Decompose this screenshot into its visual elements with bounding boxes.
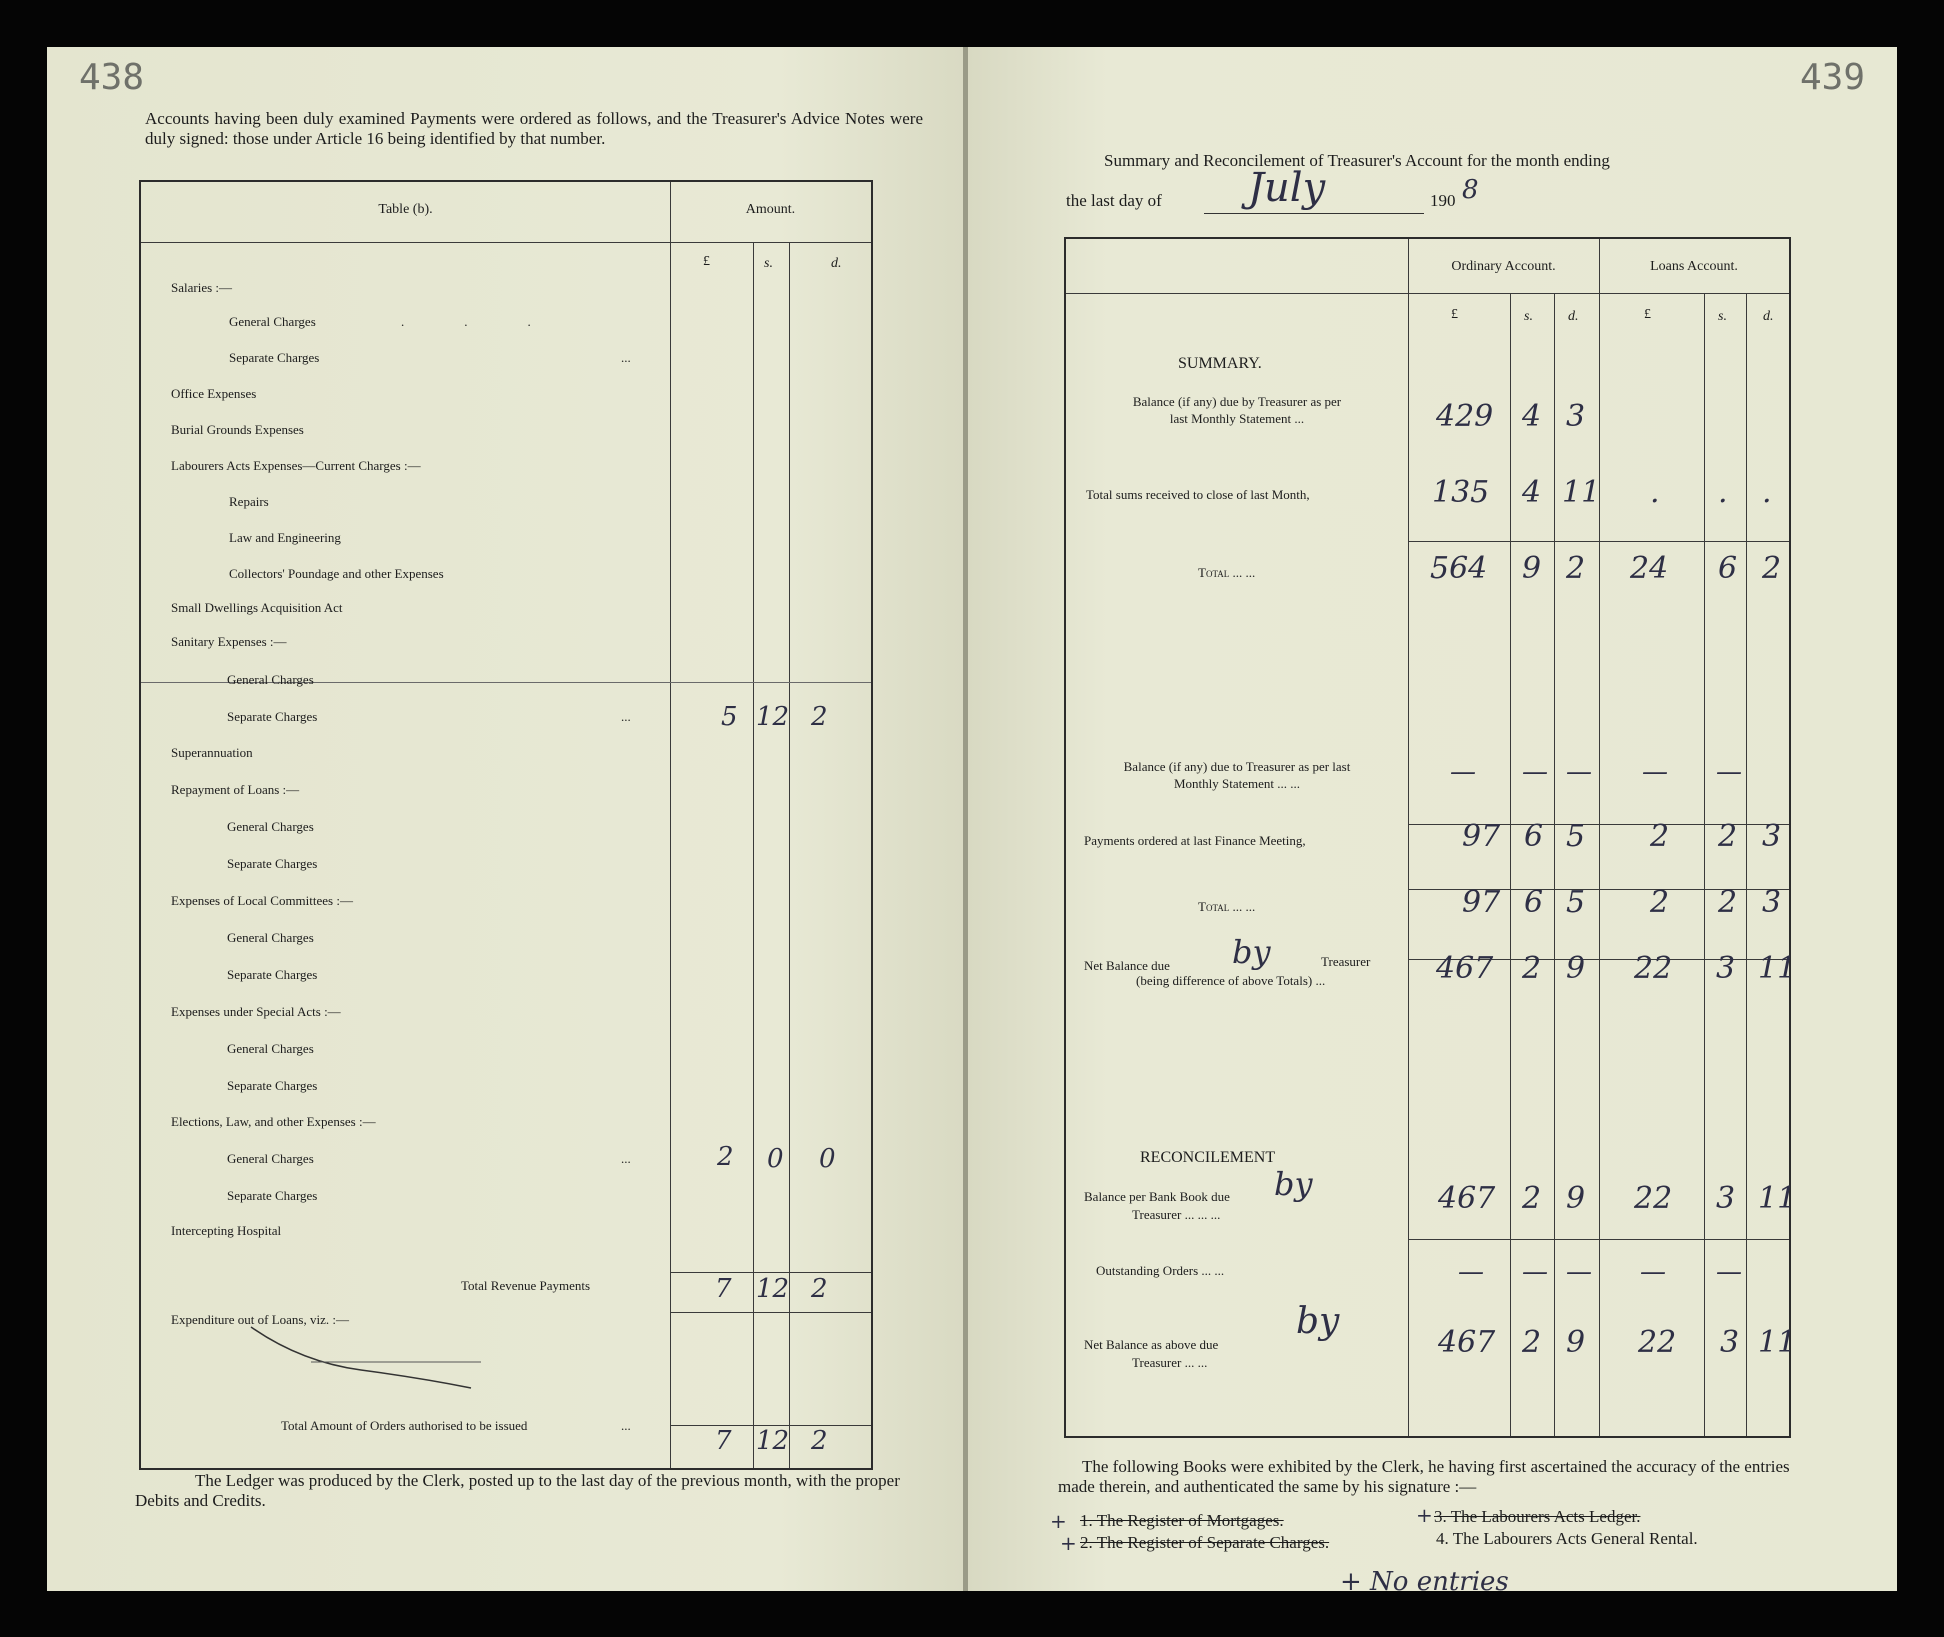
val-payments-loan-shillings: 2	[1718, 819, 1738, 854]
pound-heading: £	[703, 254, 710, 269]
val-due-to-pence: —	[1566, 757, 1592, 787]
val-net-loan-shillings: 3	[1716, 951, 1736, 986]
summary-heading: SUMMARY.	[1178, 355, 1262, 372]
loans-pound-heading: £	[1644, 307, 1651, 322]
val-outstanding-loan-pounds: —	[1640, 1257, 1666, 1287]
val-bank-pounds: 467	[1438, 1181, 1496, 1216]
total-received-label: Total sums received to close of last Month,	[1086, 487, 1310, 502]
net-above-label-1: Net Balance as above due	[1084, 1337, 1219, 1352]
book-1: 1. The Register of Mortgages.	[1080, 1511, 1284, 1530]
val-net-above-loan-pounds: 22	[1638, 1325, 1677, 1360]
row-law: Law and Engineering	[229, 530, 341, 545]
val-payments-loan-pence: 3	[1762, 819, 1782, 854]
row-repairs: Repairs	[229, 494, 269, 509]
val-outstanding-shillings: —	[1522, 1257, 1548, 1287]
loans-pence-heading: d.	[1763, 309, 1774, 324]
row-total-revenue: Total Revenue Payments	[461, 1278, 591, 1293]
val-total2-shillings: 6	[1524, 885, 1544, 920]
net-balance-by: by	[1232, 933, 1271, 971]
val-total1-pence: 2	[1566, 551, 1586, 586]
entry-elections-pounds: 2	[717, 1142, 734, 1172]
row-elections-general: General Charges	[227, 1151, 314, 1166]
val-payments-shillings: 6	[1524, 819, 1544, 854]
val-net-above-loan-shillings: 3	[1720, 1325, 1740, 1360]
row-sanitary-general: General Charges	[227, 672, 314, 687]
row-elections: Elections, Law, and other Expenses :—	[171, 1114, 376, 1129]
total2-label: Total ... ...	[1198, 899, 1256, 914]
val-net-above-loan-pence: 11	[1758, 1325, 1797, 1360]
bank-by: by	[1274, 1165, 1313, 1203]
entry-total-revenue-pence: 2	[811, 1274, 828, 1304]
pence-heading: d.	[831, 256, 842, 271]
balance-due-to-line1: Balance (if any) due to Treasurer as per last	[1123, 759, 1351, 774]
val-payments-loan-pounds: 2	[1650, 819, 1670, 854]
ordinary-shilling-heading: s.	[1524, 309, 1533, 324]
leader-dots: ...	[621, 1151, 631, 1166]
ordinary-account-heading: Ordinary Account.	[1451, 259, 1556, 274]
net-balance-label-a: Net Balance due	[1084, 958, 1170, 973]
row-total-orders: Total Amount of Orders authorised to be issued	[281, 1418, 528, 1433]
row-local-committees: Expenses of Local Committees :—	[171, 893, 353, 908]
bank-label-1: Balance per Bank Book due	[1084, 1189, 1230, 1204]
entry-total-orders-pounds: 7	[715, 1426, 732, 1456]
val-balance-due-by-shillings: 4	[1522, 399, 1542, 434]
val-received-loan-pence: .	[1762, 475, 1772, 510]
row-small-dwellings: Small Dwellings Acquisition Act	[171, 600, 343, 615]
val-total1-loan-pence: 2	[1762, 551, 1782, 586]
entry-sanitary-pounds: 5	[721, 702, 738, 732]
val-due-to-loan-pounds: —	[1642, 757, 1668, 787]
row-local-separate: Separate Charges	[227, 967, 318, 982]
summary-title: Summary and Reconcilement of Treasurer's Account for the month ending	[1104, 151, 1610, 170]
val-due-to-pounds: —	[1450, 757, 1476, 787]
year-prefix: 190	[1430, 191, 1456, 210]
row-superannuation: Superannuation	[171, 745, 253, 760]
val-payments-pence: 5	[1566, 819, 1586, 854]
mark-1: +	[1050, 1509, 1067, 1533]
val-total1-loan-shillings: 6	[1718, 551, 1738, 586]
row-burial: Burial Grounds Expenses	[171, 422, 304, 437]
val-total2-loan-shillings: 2	[1718, 885, 1738, 920]
net-balance-label-2: (being difference of above Totals) ...	[1136, 973, 1326, 988]
balance-due-by-line2: last Monthly Statement ...	[1169, 411, 1305, 426]
val-bank-loan-pence: 11	[1758, 1181, 1797, 1216]
entry-total-orders-pence: 2	[811, 1426, 828, 1456]
val-net-pence: 9	[1566, 951, 1586, 986]
leader-dots: ...	[621, 1418, 631, 1433]
val-received-shillings: 4	[1522, 475, 1542, 510]
book-3: 3. The Labourers Acts Ledger.	[1434, 1507, 1641, 1526]
val-balance-due-by-pounds: 429	[1436, 399, 1494, 434]
val-total2-pence: 5	[1566, 885, 1586, 920]
net-above-label-2: Treasurer ... ...	[1132, 1355, 1208, 1370]
books-note: The following Books were exhibited by the Clerk, he having first ascertained the accuracy of the entries made therein, and authenticated the same by his signature :—	[1058, 1457, 1790, 1496]
outstanding-label: Outstanding Orders ... ...	[1096, 1263, 1225, 1278]
row-salaries: Salaries :—	[171, 280, 233, 295]
val-due-to-shillings: —	[1522, 757, 1548, 787]
ledger-note: The Ledger was produced by the Clerk, posted up to the last day of the previous month, with the proper Debits and Credits.	[135, 1471, 900, 1510]
intro-text: Accounts having been duly examined Payments were ordered as follows, and the Treasurer's Advice Notes were duly signed: those under Article 16 being identified by that number.	[145, 109, 923, 148]
val-received-pounds: 135	[1432, 475, 1490, 510]
entry-total-revenue-pounds: 7	[715, 1274, 732, 1304]
val-net-above-pence: 9	[1566, 1325, 1586, 1360]
book-4: 4. The Labourers Acts General Rental.	[1436, 1529, 1698, 1548]
entry-elections-pence: 0	[819, 1144, 836, 1174]
leader-dots: ...	[401, 314, 591, 329]
val-net-above-shillings: 2	[1522, 1325, 1542, 1360]
row-salaries-general: General Charges	[229, 314, 316, 329]
entry-elections-shillings: 0	[767, 1144, 784, 1174]
row-special-acts: Expenses under Special Acts :—	[171, 1004, 341, 1019]
loans-account-heading: Loans Account.	[1650, 259, 1738, 274]
row-special-general: General Charges	[227, 1041, 314, 1056]
left-page	[47, 47, 963, 1591]
val-net-above-pounds: 467	[1438, 1325, 1496, 1360]
val-bank-pence: 9	[1566, 1181, 1586, 1216]
row-office: Office Expenses	[171, 386, 257, 401]
pen-stroke	[241, 1322, 481, 1392]
row-salaries-separate: Separate Charges	[229, 350, 320, 365]
payments-table	[139, 180, 873, 1470]
payments-label: Payments ordered at last Finance Meeting,	[1084, 833, 1306, 848]
row-labourers: Labourers Acts Expenses—Current Charges :—	[171, 458, 421, 473]
page-number-right: 439	[1799, 57, 1865, 98]
ordinary-pence-heading: d.	[1568, 309, 1579, 324]
leader-dots: ...	[621, 709, 631, 724]
summary-table	[1064, 237, 1797, 1438]
val-balance-due-by-pence: 3	[1566, 399, 1586, 434]
no-entries-note: + No entries	[1340, 1567, 1509, 1591]
entry-sanitary-pence: 2	[811, 702, 828, 732]
row-sanitary: Sanitary Expenses :—	[171, 634, 287, 649]
year-suffix: 8	[1462, 175, 1479, 205]
val-payments-pounds: 97	[1462, 819, 1501, 854]
val-outstanding-pounds: —	[1458, 1257, 1484, 1287]
val-received-loan-pounds: .	[1650, 475, 1660, 510]
val-bank-loan-pounds: 22	[1634, 1181, 1673, 1216]
row-special-separate: Separate Charges	[227, 1078, 318, 1093]
val-net-shillings: 2	[1522, 951, 1542, 986]
date-prefix: the last day of	[1066, 191, 1162, 210]
row-repayment-separate: Separate Charges	[227, 856, 318, 871]
net-balance-label-b: Treasurer	[1321, 954, 1371, 969]
right-page	[968, 47, 1897, 1591]
month-entry: July	[1248, 165, 1326, 211]
val-bank-loan-shillings: 3	[1716, 1181, 1736, 1216]
val-outstanding-loan-shillings: —	[1716, 1257, 1742, 1287]
val-received-pence: 11	[1562, 475, 1601, 510]
val-bank-shillings: 2	[1522, 1181, 1542, 1216]
row-repayment-general: General Charges	[227, 819, 314, 834]
loans-shilling-heading: s.	[1718, 309, 1727, 324]
row-repayment: Repayment of Loans :—	[171, 782, 300, 797]
row-sanitary-separate: Separate Charges	[227, 709, 318, 724]
val-total1-pounds: 564	[1430, 551, 1488, 586]
leader-dots: ...	[621, 350, 631, 365]
row-elections-separate: Separate Charges	[227, 1188, 318, 1203]
entry-total-orders-shillings: 12	[756, 1426, 790, 1456]
net-above-by: by	[1296, 1301, 1340, 1342]
val-net-pounds: 467	[1436, 951, 1494, 986]
val-total1-loan-pounds: 24	[1630, 551, 1669, 586]
row-loans-expenditure: Expenditure out of Loans, viz. :—	[171, 1312, 349, 1327]
table-heading: Table (b).	[378, 202, 433, 217]
row-collectors: Collectors' Poundage and other Expenses	[229, 566, 444, 581]
entry-total-revenue-shillings: 12	[756, 1274, 790, 1304]
val-total2-loan-pence: 3	[1762, 885, 1782, 920]
val-total2-loan-pounds: 2	[1650, 885, 1670, 920]
val-due-to-loan-shillings: —	[1716, 757, 1742, 787]
reconcilement-heading: RECONCILEMENT	[1140, 1149, 1276, 1166]
amount-heading: Amount.	[745, 202, 796, 217]
val-received-loan-shillings: .	[1718, 475, 1728, 510]
mark-3: +	[1416, 1503, 1433, 1527]
bank-label-2: Treasurer ... ... ...	[1132, 1207, 1221, 1222]
val-total1-shillings: 9	[1522, 551, 1542, 586]
total1-label: Total ... ...	[1198, 565, 1256, 580]
val-net-loan-pence: 11	[1758, 951, 1797, 986]
entry-sanitary-shillings: 12	[756, 702, 790, 732]
balance-due-to-line2: Monthly Statement ... ...	[1173, 776, 1301, 791]
ordinary-pound-heading: £	[1451, 307, 1458, 322]
row-local-general: General Charges	[227, 930, 314, 945]
val-outstanding-pence: —	[1566, 1257, 1592, 1287]
row-intercepting: Intercepting Hospital	[171, 1223, 282, 1238]
book-2: 2. The Register of Separate Charges.	[1080, 1533, 1330, 1552]
page-number-left: 438	[79, 57, 145, 98]
mark-2: +	[1060, 1531, 1077, 1555]
val-total2-pounds: 97	[1462, 885, 1501, 920]
shilling-heading: s.	[764, 256, 773, 271]
val-net-loan-pounds: 22	[1634, 951, 1673, 986]
balance-due-by-line1: Balance (if any) due by Treasurer as per	[1132, 394, 1342, 409]
